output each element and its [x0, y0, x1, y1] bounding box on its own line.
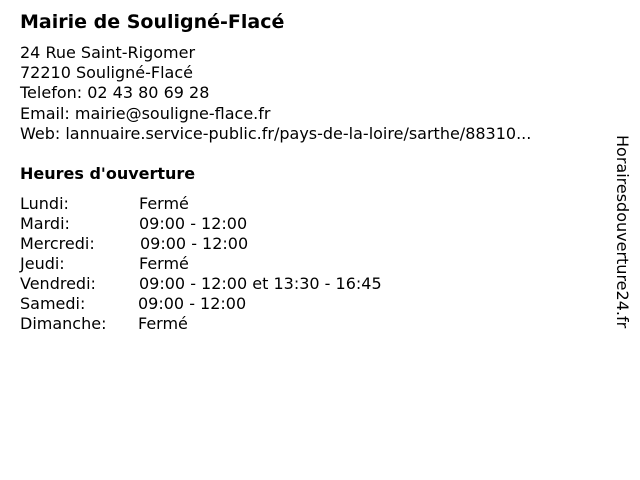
address-block — [20, 43, 531, 144]
day-label: Jeudi: — [20, 254, 65, 273]
day-label: Lundi: — [20, 194, 69, 213]
site-brand-label: Horairesdouverture24.fr — [613, 135, 632, 329]
time-value: 09:00 - 12:00 — [138, 294, 247, 313]
day-label: Mardi: — [20, 214, 70, 233]
street-address: 24 Rue Saint-Rigomer — [20, 43, 196, 62]
time-value: Fermé — [139, 194, 189, 213]
email-address[interactable]: Email: mairie@souligne-flace.fr — [20, 103, 271, 123]
phone-number[interactable]: Telefon: 02 43 80 69 28 — [20, 83, 210, 103]
day-label: Mercredi: — [20, 234, 95, 253]
time-value: Fermé — [139, 254, 189, 273]
website-link[interactable]: Web: lannuaire.service-public.fr/pays-de-la-loire/sarthe/88310... — [20, 123, 532, 143]
time-value: 09:00 - 12:00 et 13:30 - 16:45 — [139, 274, 382, 293]
postal-city: 72210 Souligné-Flacé — [20, 63, 193, 83]
day-label: Dimanche: — [20, 314, 107, 333]
time-value: 09:00 - 12:00 — [139, 214, 248, 233]
page-title: Mairie de Souligné-Flacé — [20, 11, 285, 33]
day-label: Vendredi: — [20, 274, 96, 293]
opening-hours-heading: Heures d'ouverture — [20, 164, 196, 183]
time-value: Fermé — [138, 314, 188, 333]
day-label: Samedi: — [20, 294, 86, 313]
time-value: 09:00 - 12:00 — [140, 234, 249, 253]
